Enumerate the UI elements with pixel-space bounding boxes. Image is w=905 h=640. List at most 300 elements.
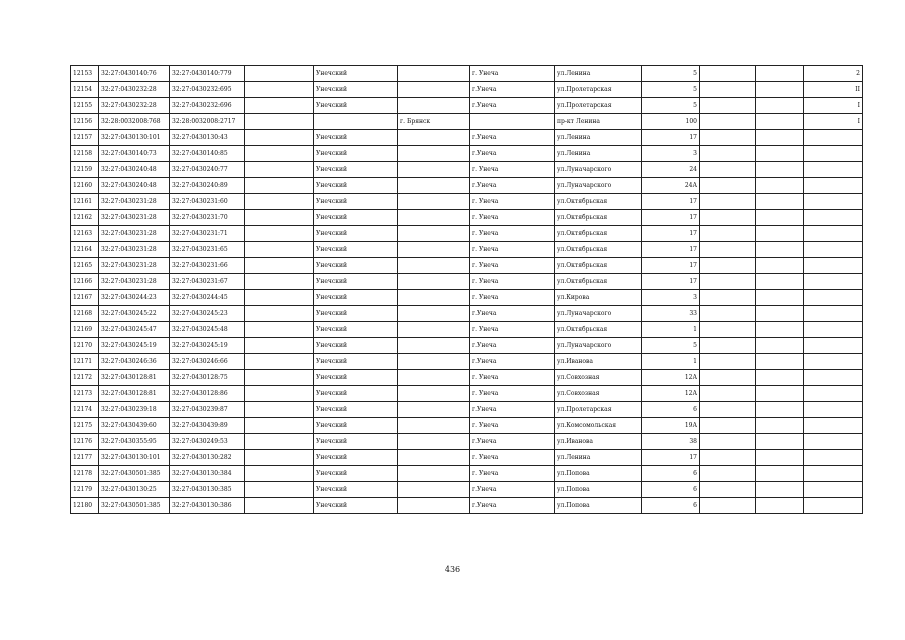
table-row — [71, 498, 863, 514]
record-number-cell: 12159 — [71, 162, 99, 178]
house-number-cell: 3 — [642, 290, 700, 306]
empty-cell — [245, 434, 314, 450]
empty-cell — [245, 66, 314, 82]
empty-cell — [245, 114, 314, 130]
cadastral-number-cell: 32:27:0430439:89 — [170, 418, 245, 434]
town-cell: г.Унеча — [470, 434, 555, 450]
city-cell — [398, 98, 470, 114]
empty-cell — [700, 98, 756, 114]
parent-cadastral-number-cell: 32:27:0430245:47 — [99, 322, 170, 338]
town-cell: г. Унеча — [470, 418, 555, 434]
district-cell: Унечский — [314, 354, 398, 370]
cadastral-number-cell: 32:27:0430245:23 — [170, 306, 245, 322]
town-cell: г.Унеча — [470, 130, 555, 146]
unit-number-cell — [804, 322, 863, 338]
unit-number-cell — [804, 146, 863, 162]
town-cell: г.Унеча — [470, 338, 555, 354]
town-cell: г. Унеча — [470, 66, 555, 82]
empty-cell — [700, 130, 756, 146]
unit-number-cell — [804, 210, 863, 226]
unit-number-cell: 2 — [804, 66, 863, 82]
unit-number-cell: I — [804, 114, 863, 130]
cadastral-number-cell: 32:27:0430130:385 — [170, 482, 245, 498]
cadastral-number-cell: 32:27:0430128:86 — [170, 386, 245, 402]
house-number-cell: 24А — [642, 178, 700, 194]
district-cell: Унечский — [314, 258, 398, 274]
empty-cell — [700, 402, 756, 418]
city-cell — [398, 146, 470, 162]
empty-cell — [700, 386, 756, 402]
street-cell: ул.Октябрьская — [555, 242, 642, 258]
empty-cell — [700, 274, 756, 290]
empty-cell — [756, 98, 804, 114]
empty-cell — [700, 66, 756, 82]
district-cell: Унечский — [314, 82, 398, 98]
unit-number-cell — [804, 466, 863, 482]
house-number-cell: 3 — [642, 146, 700, 162]
empty-cell — [756, 114, 804, 130]
empty-cell — [245, 498, 314, 514]
house-number-cell: 17 — [642, 274, 700, 290]
district-cell: Унечский — [314, 434, 398, 450]
unit-number-cell — [804, 450, 863, 466]
empty-cell — [756, 338, 804, 354]
unit-number-cell — [804, 338, 863, 354]
parent-cadastral-number-cell: 32:27:0430501:385 — [99, 498, 170, 514]
district-cell: Унечский — [314, 370, 398, 386]
empty-cell — [245, 354, 314, 370]
empty-cell — [245, 242, 314, 258]
city-cell — [398, 338, 470, 354]
street-cell: ул.Иванова — [555, 434, 642, 450]
empty-cell — [756, 258, 804, 274]
record-number-cell: 12178 — [71, 466, 99, 482]
street-cell: пр-кт Ленина — [555, 114, 642, 130]
house-number-cell: 38 — [642, 434, 700, 450]
table-row — [71, 274, 863, 290]
street-cell: ул.Октябрьская — [555, 226, 642, 242]
unit-number-cell — [804, 434, 863, 450]
house-number-cell: 1 — [642, 354, 700, 370]
parent-cadastral-number-cell: 32:27:0430244:23 — [99, 290, 170, 306]
parent-cadastral-number-cell: 32:27:0430231:28 — [99, 226, 170, 242]
empty-cell — [245, 226, 314, 242]
empty-cell — [756, 146, 804, 162]
district-cell: Унечский — [314, 386, 398, 402]
empty-cell — [245, 370, 314, 386]
district-cell: Унечский — [314, 466, 398, 482]
record-number-cell: 12153 — [71, 66, 99, 82]
house-number-cell: 19А — [642, 418, 700, 434]
cadastral-number-cell: 32:27:0430245:48 — [170, 322, 245, 338]
street-cell: ул.Иванова — [555, 354, 642, 370]
house-number-cell: 6 — [642, 498, 700, 514]
empty-cell — [245, 258, 314, 274]
table-row — [71, 466, 863, 482]
empty-cell — [756, 450, 804, 466]
page-number: 436 — [444, 565, 461, 574]
document-sheet — [70, 65, 862, 514]
unit-number-cell — [804, 402, 863, 418]
empty-cell — [700, 210, 756, 226]
town-cell: г. Унеча — [470, 370, 555, 386]
empty-cell — [700, 226, 756, 242]
cadastral-number-cell: 32:27:0430232:696 — [170, 98, 245, 114]
street-cell: ул.Октябрьская — [555, 194, 642, 210]
table-row — [71, 402, 863, 418]
table-row — [71, 354, 863, 370]
table-row — [71, 258, 863, 274]
district-cell: Унечский — [314, 162, 398, 178]
unit-number-cell — [804, 482, 863, 498]
district-cell: Унечский — [314, 146, 398, 162]
table-row — [71, 306, 863, 322]
table-row — [71, 434, 863, 450]
town-cell: г.Унеча — [470, 178, 555, 194]
empty-cell — [700, 482, 756, 498]
street-cell: ул.Луначарского — [555, 178, 642, 194]
empty-cell — [700, 466, 756, 482]
record-number-cell: 12176 — [71, 434, 99, 450]
city-cell — [398, 178, 470, 194]
parent-cadastral-number-cell: 32:28:0032008:768 — [99, 114, 170, 130]
house-number-cell: 17 — [642, 210, 700, 226]
unit-number-cell — [804, 498, 863, 514]
record-number-cell: 12164 — [71, 242, 99, 258]
town-cell: г. Унеча — [470, 194, 555, 210]
street-cell: ул.Пролетарская — [555, 98, 642, 114]
house-number-cell: 24 — [642, 162, 700, 178]
house-number-cell: 1 — [642, 322, 700, 338]
street-cell: ул.Совхозная — [555, 386, 642, 402]
record-number-cell: 12155 — [71, 98, 99, 114]
cadastral-number-cell: 32:27:0430140:85 — [170, 146, 245, 162]
empty-cell — [756, 66, 804, 82]
town-cell: г. Унеча — [470, 162, 555, 178]
city-cell — [398, 82, 470, 98]
city-cell — [398, 242, 470, 258]
empty-cell — [756, 386, 804, 402]
empty-cell — [700, 194, 756, 210]
town-cell: г. Унеча — [470, 274, 555, 290]
table-row — [71, 210, 863, 226]
table-row — [71, 242, 863, 258]
house-number-cell: 33 — [642, 306, 700, 322]
city-cell — [398, 498, 470, 514]
house-number-cell: 17 — [642, 226, 700, 242]
record-number-cell: 12172 — [71, 370, 99, 386]
street-cell: ул.Октябрьская — [555, 258, 642, 274]
empty-cell — [245, 290, 314, 306]
cadastral-number-cell: 32:27:0430231:67 — [170, 274, 245, 290]
empty-cell — [700, 114, 756, 130]
city-cell — [398, 66, 470, 82]
parent-cadastral-number-cell: 32:27:0430246:36 — [99, 354, 170, 370]
table-row — [71, 194, 863, 210]
cadastral-number-cell: 32:27:0430128:75 — [170, 370, 245, 386]
cadastral-number-cell: 32:27:0430239:87 — [170, 402, 245, 418]
unit-number-cell — [804, 354, 863, 370]
parent-cadastral-number-cell: 32:27:0430501:385 — [99, 466, 170, 482]
empty-cell — [756, 274, 804, 290]
house-number-cell: 5 — [642, 338, 700, 354]
house-number-cell: 5 — [642, 82, 700, 98]
street-cell: ул.Октябрьская — [555, 274, 642, 290]
street-cell: ул.Попова — [555, 482, 642, 498]
street-cell: ул.Октябрьская — [555, 322, 642, 338]
empty-cell — [700, 498, 756, 514]
empty-cell — [700, 146, 756, 162]
record-number-cell: 12177 — [71, 450, 99, 466]
empty-cell — [756, 354, 804, 370]
city-cell — [398, 274, 470, 290]
district-cell: Унечский — [314, 242, 398, 258]
parent-cadastral-number-cell: 32:27:0430231:28 — [99, 258, 170, 274]
unit-number-cell: II — [804, 82, 863, 98]
cadastral-number-cell: 32:27:0430130:386 — [170, 498, 245, 514]
cadastral-number-cell: 32:27:0430240:77 — [170, 162, 245, 178]
district-cell — [314, 114, 398, 130]
cadastral-number-cell: 32:27:0430140:779 — [170, 66, 245, 82]
unit-number-cell — [804, 194, 863, 210]
empty-cell — [700, 370, 756, 386]
empty-cell — [245, 274, 314, 290]
unit-number-cell — [804, 178, 863, 194]
house-number-cell: 12А — [642, 386, 700, 402]
unit-number-cell — [804, 162, 863, 178]
empty-cell — [756, 434, 804, 450]
empty-cell — [756, 82, 804, 98]
empty-cell — [245, 130, 314, 146]
cadastral-number-cell: 32:27:0430231:65 — [170, 242, 245, 258]
record-number-cell: 12156 — [71, 114, 99, 130]
house-number-cell: 17 — [642, 258, 700, 274]
street-cell: ул.Ленина — [555, 450, 642, 466]
city-cell: г. Брянск — [398, 114, 470, 130]
empty-cell — [700, 434, 756, 450]
town-cell: г. Унеча — [470, 290, 555, 306]
cadastral-number-cell: 32:27:0430240:89 — [170, 178, 245, 194]
record-number-cell: 12160 — [71, 178, 99, 194]
street-cell: ул.Совхозная — [555, 370, 642, 386]
district-cell: Унечский — [314, 482, 398, 498]
district-cell: Унечский — [314, 498, 398, 514]
table-row — [71, 178, 863, 194]
record-number-cell: 12173 — [71, 386, 99, 402]
city-cell — [398, 130, 470, 146]
house-number-cell: 17 — [642, 130, 700, 146]
city-cell — [398, 482, 470, 498]
empty-cell — [756, 402, 804, 418]
city-cell — [398, 210, 470, 226]
empty-cell — [700, 450, 756, 466]
district-cell: Унечский — [314, 194, 398, 210]
parent-cadastral-number-cell: 32:27:0430439:60 — [99, 418, 170, 434]
record-number-cell: 12162 — [71, 210, 99, 226]
unit-number-cell — [804, 274, 863, 290]
empty-cell — [245, 482, 314, 498]
city-cell — [398, 354, 470, 370]
unit-number-cell — [804, 290, 863, 306]
table-row — [71, 418, 863, 434]
district-cell: Унечский — [314, 322, 398, 338]
record-number-cell: 12180 — [71, 498, 99, 514]
unit-number-cell — [804, 130, 863, 146]
house-number-cell: 5 — [642, 66, 700, 82]
street-cell: ул.Ленина — [555, 146, 642, 162]
record-number-cell: 12165 — [71, 258, 99, 274]
empty-cell — [245, 98, 314, 114]
table-row — [71, 322, 863, 338]
city-cell — [398, 306, 470, 322]
district-cell: Унечский — [314, 98, 398, 114]
empty-cell — [756, 130, 804, 146]
empty-cell — [245, 146, 314, 162]
empty-cell — [756, 178, 804, 194]
empty-cell — [245, 322, 314, 338]
empty-cell — [700, 290, 756, 306]
table-row — [71, 290, 863, 306]
empty-cell — [245, 402, 314, 418]
town-cell: г. Унеча — [470, 258, 555, 274]
cadastral-number-cell: 32:27:0430246:66 — [170, 354, 245, 370]
district-cell: Унечский — [314, 450, 398, 466]
town-cell: г.Унеча — [470, 82, 555, 98]
city-cell — [398, 402, 470, 418]
empty-cell — [756, 194, 804, 210]
house-number-cell: 100 — [642, 114, 700, 130]
record-number-cell: 12175 — [71, 418, 99, 434]
city-cell — [398, 450, 470, 466]
unit-number-cell — [804, 370, 863, 386]
empty-cell — [700, 82, 756, 98]
parent-cadastral-number-cell: 32:27:0430231:28 — [99, 274, 170, 290]
city-cell — [398, 434, 470, 450]
empty-cell — [756, 466, 804, 482]
district-cell: Унечский — [314, 226, 398, 242]
city-cell — [398, 322, 470, 338]
parent-cadastral-number-cell: 32:27:0430140:73 — [99, 146, 170, 162]
table-row — [71, 226, 863, 242]
record-number-cell: 12170 — [71, 338, 99, 354]
town-cell: г. Унеча — [470, 242, 555, 258]
empty-cell — [700, 338, 756, 354]
empty-cell — [700, 162, 756, 178]
town-cell: г. Унеча — [470, 450, 555, 466]
district-cell: Унечский — [314, 418, 398, 434]
cadastral-number-cell: 32:27:0430231:66 — [170, 258, 245, 274]
empty-cell — [756, 210, 804, 226]
house-number-cell: 6 — [642, 402, 700, 418]
table-row — [71, 338, 863, 354]
town-cell — [470, 114, 555, 130]
empty-cell — [245, 418, 314, 434]
empty-cell — [700, 306, 756, 322]
parent-cadastral-number-cell: 32:27:0430239:18 — [99, 402, 170, 418]
table-row — [71, 386, 863, 402]
unit-number-cell — [804, 258, 863, 274]
town-cell: г.Унеча — [470, 482, 555, 498]
parent-cadastral-number-cell: 32:27:0430128:81 — [99, 370, 170, 386]
unit-number-cell — [804, 306, 863, 322]
record-number-cell: 12163 — [71, 226, 99, 242]
unit-number-cell: I — [804, 98, 863, 114]
city-cell — [398, 290, 470, 306]
house-number-cell: 17 — [642, 194, 700, 210]
empty-cell — [245, 210, 314, 226]
house-number-cell: 17 — [642, 450, 700, 466]
cadastral-number-cell: 32:27:0430232:695 — [170, 82, 245, 98]
unit-number-cell — [804, 226, 863, 242]
empty-cell — [756, 226, 804, 242]
town-cell: г. Унеча — [470, 210, 555, 226]
registry-table — [70, 65, 863, 514]
empty-cell — [245, 466, 314, 482]
city-cell — [398, 466, 470, 482]
city-cell — [398, 226, 470, 242]
parent-cadastral-number-cell: 32:27:0430232:28 — [99, 98, 170, 114]
cadastral-number-cell: 32:27:0430130:43 — [170, 130, 245, 146]
cadastral-number-cell: 32:28:0032008:2717 — [170, 114, 245, 130]
street-cell: ул.Комсомольская — [555, 418, 642, 434]
house-number-cell: 6 — [642, 466, 700, 482]
town-cell: г.Унеча — [470, 98, 555, 114]
cadastral-number-cell: 32:27:0430245:19 — [170, 338, 245, 354]
registry-body — [71, 66, 863, 514]
cadastral-number-cell: 32:27:0430130:282 — [170, 450, 245, 466]
street-cell: ул.Октябрьская — [555, 210, 642, 226]
cadastral-number-cell: 32:27:0430231:71 — [170, 226, 245, 242]
house-number-cell: 5 — [642, 98, 700, 114]
unit-number-cell — [804, 386, 863, 402]
cadastral-number-cell: 32:27:0430244:45 — [170, 290, 245, 306]
street-cell: ул.Попова — [555, 498, 642, 514]
table-row — [71, 114, 863, 130]
empty-cell — [700, 178, 756, 194]
record-number-cell: 12168 — [71, 306, 99, 322]
parent-cadastral-number-cell: 32:27:0430245:22 — [99, 306, 170, 322]
district-cell: Унечский — [314, 178, 398, 194]
parent-cadastral-number-cell: 32:27:0430245:19 — [99, 338, 170, 354]
empty-cell — [245, 82, 314, 98]
district-cell: Унечский — [314, 402, 398, 418]
empty-cell — [756, 306, 804, 322]
table-row — [71, 146, 863, 162]
empty-cell — [245, 306, 314, 322]
district-cell: Унечский — [314, 210, 398, 226]
house-number-cell: 17 — [642, 242, 700, 258]
record-number-cell: 12167 — [71, 290, 99, 306]
empty-cell — [756, 242, 804, 258]
empty-cell — [245, 194, 314, 210]
empty-cell — [245, 178, 314, 194]
city-cell — [398, 370, 470, 386]
table-row — [71, 66, 863, 82]
empty-cell — [700, 242, 756, 258]
street-cell: ул.Ленина — [555, 130, 642, 146]
district-cell: Унечский — [314, 306, 398, 322]
street-cell: ул.Луначарского — [555, 306, 642, 322]
empty-cell — [700, 322, 756, 338]
empty-cell — [756, 290, 804, 306]
town-cell: г.Унеча — [470, 354, 555, 370]
town-cell: г.Унеча — [470, 402, 555, 418]
record-number-cell: 12171 — [71, 354, 99, 370]
record-number-cell: 12166 — [71, 274, 99, 290]
cadastral-number-cell: 32:27:0430249:53 — [170, 434, 245, 450]
house-number-cell: 6 — [642, 482, 700, 498]
parent-cadastral-number-cell: 32:27:0430128:81 — [99, 386, 170, 402]
